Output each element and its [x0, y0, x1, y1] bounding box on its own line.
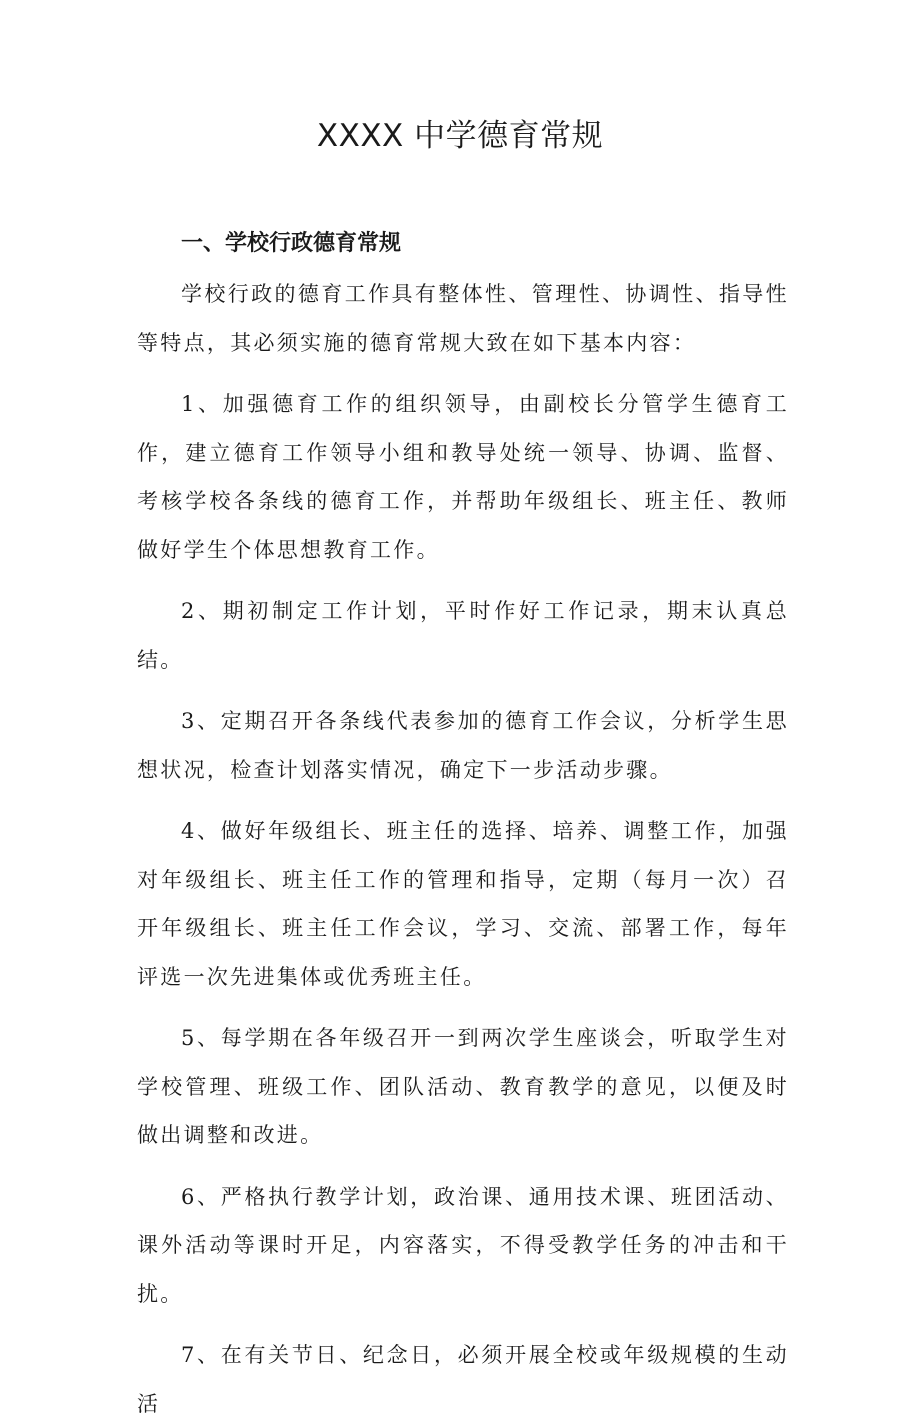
- document-body: [137, 222, 789, 1428]
- paragraph-item-6: 6、严格执行教学计划，政治课、通用技术课、班团活动、课外活动等课时开足，内容落实，不得受教学任务的冲击和干扰。: [137, 1184, 789, 1306]
- paragraph-item-2: 2、期初制定工作计划，平时作好工作记录，期末认真总结。: [137, 599, 789, 672]
- paragraph-item-3: 3、定期召开各条线代表参加的德育工作会议，分析学生思想状况，检查计划落实情况，确定下一步活动步骤。: [137, 709, 789, 782]
- paragraph-item-5: 5、每学期在各年级召开一到两次学生座谈会，听取学生对学校管理、班级工作、团队活动、教育教学的意见，以便及时做出调整和改进。: [137, 1026, 789, 1147]
- section-heading: 一、学校行政德育常规: [181, 231, 402, 256]
- paragraph-item-7: 7、在有关节日、纪念日，必须开展全校或年级规模的生动活: [137, 1343, 789, 1416]
- paragraph-item-1: 1、加强德育工作的组织领导，由副校长分管学生德育工作，建立德育工作领导小组和教导处统一领导、协调、监督、考核学校各条线的德育工作，并帮助年级组长、班主任、教师做好学生个体思想教育工作。: [137, 392, 789, 562]
- paragraph-item-4: 4、做好年级组长、班主任的选择、培养、调整工作，加强对年级组长、班主任工作的管理和指导，定期（每月一次）召开年级组长、班主任工作会议，学习、交流、部署工作，每年评选一次先进集体或优秀班主任。: [137, 819, 789, 989]
- paragraph-intro: 学校行政的德育工作具有整体性、管理性、协调性、指导性等特点，其必须实施的德育常规大致在如下基本内容：: [137, 282, 789, 355]
- document-title: XXXX 中学德育常规: [316, 118, 604, 154]
